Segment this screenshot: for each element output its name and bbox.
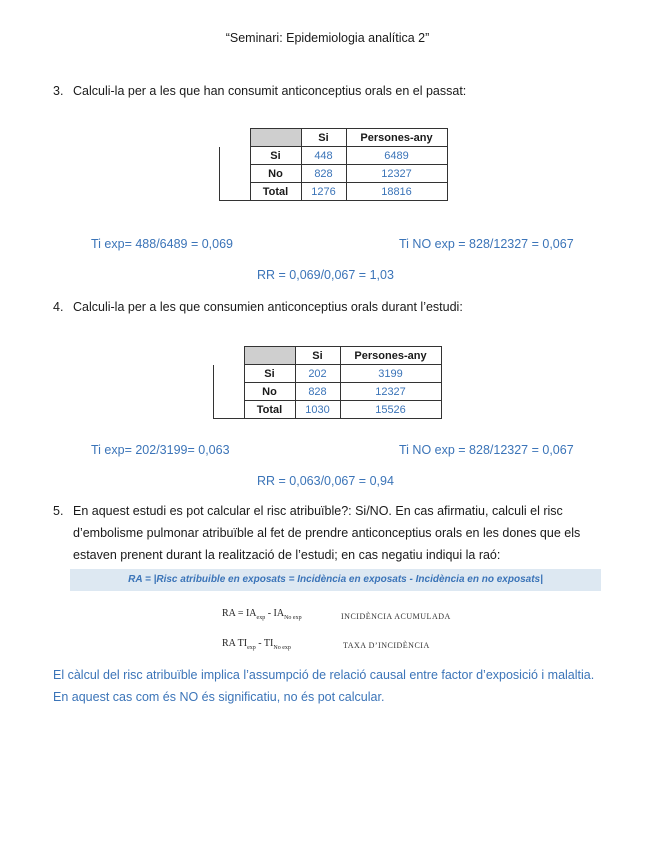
cell-person-years: 18816 — [346, 183, 447, 201]
row-label: Si — [250, 147, 301, 165]
question-number: 4. — [53, 300, 64, 314]
formula-sub: No exp — [273, 645, 291, 651]
question-text: Calculi-la per a les que han consumit anticonceptius orals en el passat: — [73, 84, 467, 98]
question-line: d’embolisme pulmonar atribuïble al fet de prendre anticonceptius orals en les dones que els — [73, 526, 581, 540]
cell-cases: 828 — [295, 383, 340, 401]
question-line: En aquest estudi es pot calcular el risc atribuïble?: Si/NO. En cas afirmatiu, calculi el risc — [73, 504, 563, 518]
formula-sub: exp — [256, 615, 266, 621]
question-5-number: 5. — [53, 504, 64, 518]
cell-cases: 448 — [301, 147, 346, 165]
col-header-si: Si — [295, 347, 340, 365]
conclusion-line-2: En aquest cas com és NO és significatiu, no és pot calcular. — [53, 690, 385, 704]
cell-person-years: 12327 — [346, 165, 447, 183]
formula-mid: - IA — [265, 608, 285, 619]
table-row — [214, 383, 442, 401]
col-header-persones-any: Persones-any — [346, 129, 447, 147]
cell-cases: 828 — [301, 165, 346, 183]
formula-mid: - TI — [255, 638, 274, 649]
cell-person-years: 6489 — [346, 147, 447, 165]
table-q4 — [213, 346, 442, 419]
question-5-text — [73, 500, 613, 566]
cell-person-years: 3199 — [340, 365, 441, 383]
cell-cases: 1030 — [295, 401, 340, 419]
formula-ia — [222, 608, 302, 621]
col-header-persones-any: Persones-any — [340, 347, 441, 365]
formula-sub: exp — [247, 645, 256, 651]
table-q3 — [219, 128, 448, 201]
table-header-row — [214, 347, 442, 365]
formula-note: INCIDÈNCIA ACUMULADA — [341, 612, 451, 621]
table-row — [214, 365, 442, 383]
ti-exposed: Ti exp= 202/3199= 0,063 — [91, 443, 230, 457]
formula-banner: RA = |Risc atribuible en exposats = Incidència en exposats - Incidència en no exposats| — [70, 569, 601, 591]
cell-cases: 202 — [295, 365, 340, 383]
table-header-row — [220, 129, 448, 147]
table-row — [214, 401, 442, 419]
table-row — [220, 165, 448, 183]
row-label: Si — [244, 365, 295, 383]
question-4 — [53, 300, 463, 314]
cell-cases: 1276 — [301, 183, 346, 201]
question-3 — [53, 84, 466, 98]
table-row — [220, 183, 448, 201]
row-label: No — [244, 383, 295, 401]
formula-lhs: RA TI — [222, 638, 248, 649]
formula-lhs: RA = IA — [222, 608, 257, 619]
formula-note: TAXA D’INCIDÈNCIA — [343, 641, 430, 650]
ti-exposed: Ti exp= 488/6489 = 0,069 — [91, 237, 234, 251]
formula-ti — [222, 638, 291, 651]
relative-risk: RR = 0,069/0,067 = 1,03 — [257, 268, 394, 282]
question-line: estaven prenent durant la realització de l’estudi; en cas negatiu indiqui la raó: — [73, 548, 501, 562]
cell-person-years: 15526 — [340, 401, 441, 419]
question-text: Calculi-la per a les que consumien anticonceptius orals durant l’estudi: — [73, 300, 463, 314]
cell-person-years: 12327 — [340, 383, 441, 401]
row-label: No — [250, 165, 301, 183]
formula-sub: No exp — [284, 615, 302, 621]
ti-not-exposed: Ti NO exp = 828/12327 = 0,067 — [399, 443, 574, 457]
ti-not-exposed: Ti NO exp = 828/12327 = 0,067 — [399, 237, 574, 251]
question-number: 3. — [53, 84, 64, 98]
conclusion-line-1: El càlcul del risc atribuïble implica l’assumpció de relació causal entre factor d’exposició i malaltia. — [53, 668, 595, 682]
relative-risk: RR = 0,063/0,067 = 0,94 — [257, 474, 394, 488]
row-label: Total — [250, 183, 301, 201]
page-header: “Seminari: Epidemiologia analítica 2” — [225, 31, 430, 45]
row-label: Total — [244, 401, 295, 419]
table-row — [220, 147, 448, 165]
col-header-si: Si — [301, 129, 346, 147]
